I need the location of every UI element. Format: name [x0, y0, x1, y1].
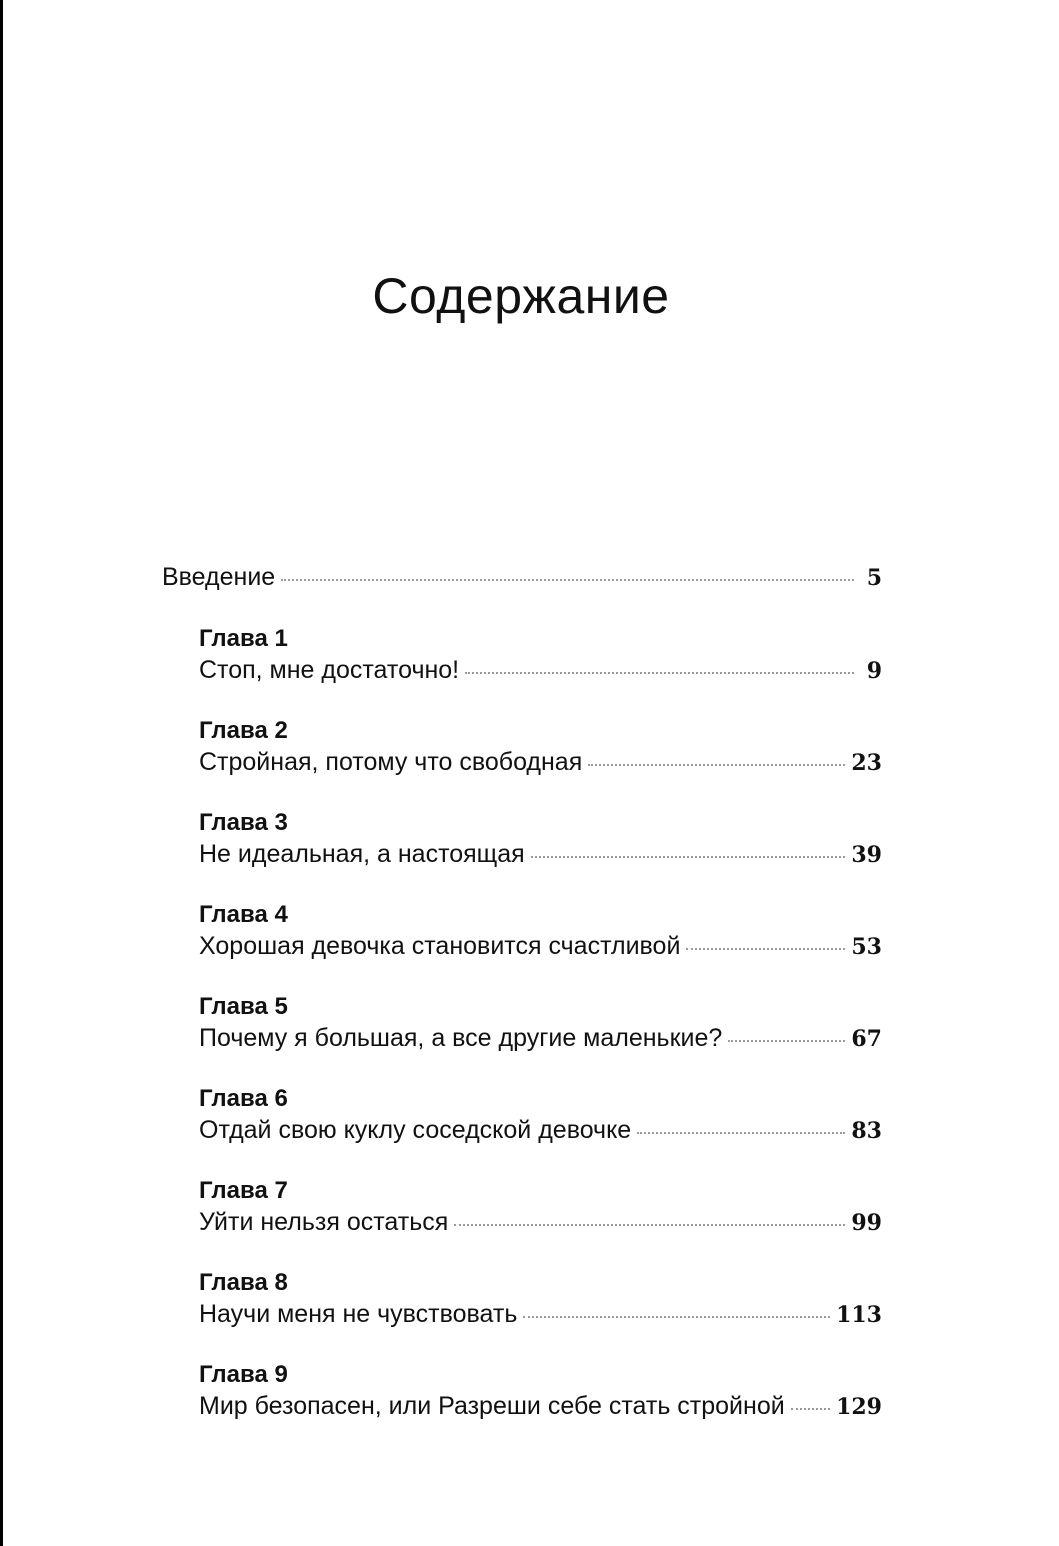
chapter-heading: Глава 2 [199, 717, 288, 744]
dot-leader [523, 1316, 830, 1318]
toc-entry-label: Не идеальная, а настоящая [199, 840, 525, 868]
chapter-heading: Глава 4 [199, 901, 288, 928]
toc-page-number: 9 [866, 658, 882, 684]
toc-entry-label: Стоп, мне достаточно! [199, 656, 460, 684]
toc-entry-label: Введение [162, 563, 276, 591]
toc-entry[interactable] [199, 1022, 882, 1055]
toc-entry-label: Отдай свою куклу соседской девочке [199, 1116, 632, 1144]
chapter-heading: Глава 8 [199, 1269, 288, 1296]
toc-page-number: 129 [836, 1394, 882, 1420]
toc-page-number: 67 [851, 1026, 882, 1052]
dot-leader [637, 1132, 845, 1134]
toc-entry[interactable] [199, 1206, 882, 1239]
toc-entry-label: Хорошая девочка становится счастливой [199, 932, 681, 960]
toc-chapter-5[interactable] [199, 992, 882, 1055]
dot-leader [588, 764, 845, 766]
toc-chapter-1[interactable] [199, 624, 882, 687]
toc-page-number: 53 [851, 934, 882, 960]
toc-entry-intro[interactable] [162, 561, 882, 594]
toc-chapter-3[interactable] [199, 808, 882, 871]
toc-chapter-4[interactable] [199, 900, 882, 963]
toc-entry[interactable] [199, 1298, 882, 1331]
dot-leader [465, 672, 854, 674]
page-title: Содержание [372, 268, 670, 324]
toc-entry-label: Научи меня не чувствовать [199, 1300, 518, 1328]
chapter-heading: Глава 9 [199, 1361, 288, 1388]
toc-page-number: 39 [851, 842, 882, 868]
dot-leader [728, 1040, 845, 1042]
dot-leader [791, 1408, 830, 1410]
page-edge [0, 0, 3, 1546]
toc-entry[interactable] [199, 654, 882, 687]
toc-entry[interactable] [199, 1390, 882, 1423]
dot-leader [686, 948, 845, 950]
chapter-heading: Глава 7 [199, 1177, 288, 1204]
toc-page-number: 99 [851, 1210, 882, 1236]
toc-page-number: 5 [866, 565, 882, 591]
dot-leader [531, 856, 846, 858]
chapter-heading: Глава 1 [199, 625, 288, 652]
toc-entry-label: Уйти нельзя остаться [199, 1208, 449, 1236]
toc-entry[interactable] [199, 1114, 882, 1147]
chapter-heading: Глава 5 [199, 993, 288, 1020]
toc-entry[interactable] [199, 746, 882, 779]
toc-entry-label: Мир безопасен, или Разреши себе стать стройной [199, 1392, 785, 1420]
toc-entry-label: Стройная, потому что свободная [199, 748, 583, 776]
toc-entry[interactable] [199, 838, 882, 871]
toc-chapter-8[interactable] [199, 1268, 882, 1331]
dot-leader [454, 1224, 845, 1226]
toc-chapter-9[interactable] [199, 1360, 882, 1423]
chapter-heading: Глава 6 [199, 1085, 288, 1112]
toc-chapter-6[interactable] [199, 1084, 882, 1147]
toc-entry-label: Почему я большая, а все другие маленькие? [199, 1024, 723, 1052]
toc-page-number: 23 [851, 750, 882, 776]
toc-entry[interactable] [199, 930, 882, 963]
toc-chapter-7[interactable] [199, 1176, 882, 1239]
toc-page-number: 83 [851, 1118, 882, 1144]
chapter-heading: Глава 3 [199, 809, 288, 836]
toc-page-number: 113 [836, 1302, 882, 1328]
dot-leader [281, 579, 854, 581]
toc-chapter-2[interactable] [199, 716, 882, 779]
